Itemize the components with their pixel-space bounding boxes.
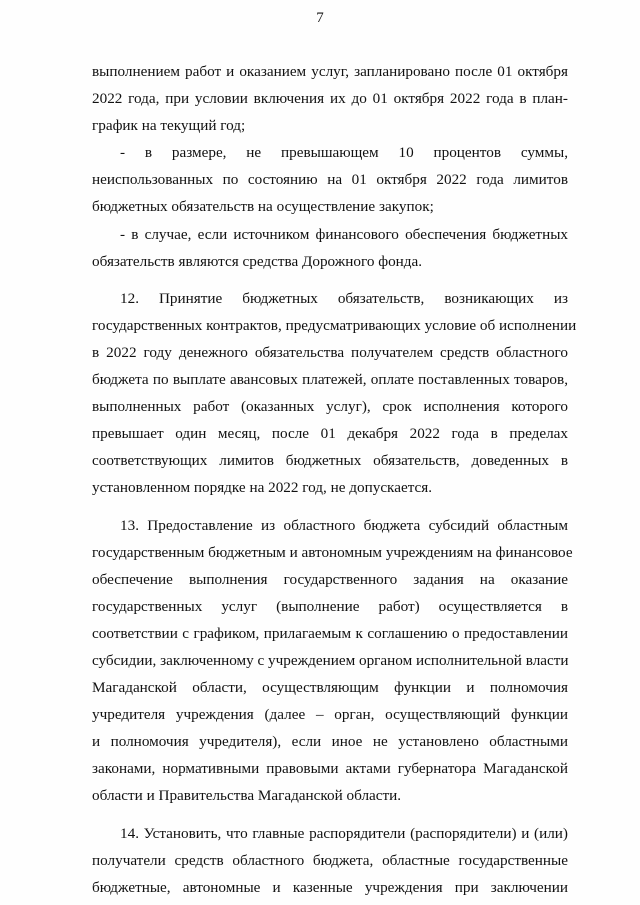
text-line: в 2022 году денежного обязательства получателем средств областного <box>92 343 568 361</box>
text-line: - в размере, не превышающем 10 процентов суммы, <box>120 144 568 162</box>
text-line: бюджетных обязательств на осуществление закупок; <box>92 198 434 216</box>
text-line: государственных контрактов, предусматривающих условие об исполнении <box>92 316 577 334</box>
text-line: обязательств являются средства Дорожного фонда. <box>92 252 423 270</box>
text-line: установленном порядке на 2022 год, не допускается. <box>92 479 433 497</box>
text-line: график на текущий год; <box>92 117 246 135</box>
paragraph-list-item-limit <box>92 139 568 220</box>
text-line: выполнением работ и оказанием услуг, запланировано после 01 октября <box>92 63 568 80</box>
text-line: 12. Принятие бюджетных обязательств, возникающих из <box>120 289 568 307</box>
text-line: государственным бюджетным и автономным учреждениям на финансовое <box>92 543 573 561</box>
text-line: соответствующих лимитов бюджетных обязательств, доведенных в <box>92 452 568 470</box>
text-line: учредителя учреждения (далее – орган, осуществляющий функции <box>92 706 568 724</box>
text-line: 14. Установить, что главные распорядители (распорядители) и (или) <box>120 824 568 842</box>
paragraph-clause-14 <box>92 820 568 901</box>
paragraph-gap <box>92 275 568 285</box>
text-line: соответствии с графиком, прилагаемым к соглашению о предоставлении <box>92 624 568 642</box>
text-line: области и Правительства Магаданской области. <box>92 787 402 805</box>
document-body <box>92 58 577 901</box>
text-line: бюджета по выплате авансовых платежей, оплате поставленных товаров, <box>92 371 568 389</box>
text-line: получатели средств областного бюджета, областные государственные <box>92 851 568 869</box>
paragraph-gap <box>92 502 568 512</box>
text-line: 13. Предоставление из областного бюджета субсидий областным <box>120 516 568 534</box>
text-line: Магаданской области, осуществляющим функции и полномочия <box>92 679 568 697</box>
text-line: - в случае, если источником финансового обеспечения бюджетных <box>120 225 568 243</box>
text-line: превышает один месяц, после 01 декабря 2022 года в пределах <box>92 425 568 443</box>
paragraph-gap <box>92 810 568 820</box>
paragraph-clause-13 <box>92 512 573 810</box>
text-line: неиспользованных по состоянию на 01 октября 2022 года лимитов <box>92 171 568 189</box>
text-line: и полномочия учредителя), если иное не установлено областными <box>92 733 568 751</box>
paragraph-clause-12 <box>92 285 577 502</box>
paragraph-continuation <box>92 58 568 139</box>
text-line: выполненных работ (оказанных услуг), срок исполнения которого <box>92 398 568 416</box>
text-line: 2022 года, при условии включения их до 01 октября 2022 года в план- <box>92 90 568 108</box>
text-line: законами, нормативными правовыми актами губернатора Магаданской <box>92 760 568 778</box>
text-line: государственных услуг (выполнение работ) осуществляется в <box>92 597 568 615</box>
text-line: бюджетные, автономные и казенные учреждения при заключении <box>92 878 568 896</box>
paragraph-list-item-road-fund <box>92 221 568 275</box>
page-number: 7 <box>316 10 324 26</box>
text-line: обеспечение выполнения государственного задания на оказание <box>92 570 568 588</box>
text-line: субсидии, заключенному с учреждением органом исполнительной власти <box>92 651 569 669</box>
